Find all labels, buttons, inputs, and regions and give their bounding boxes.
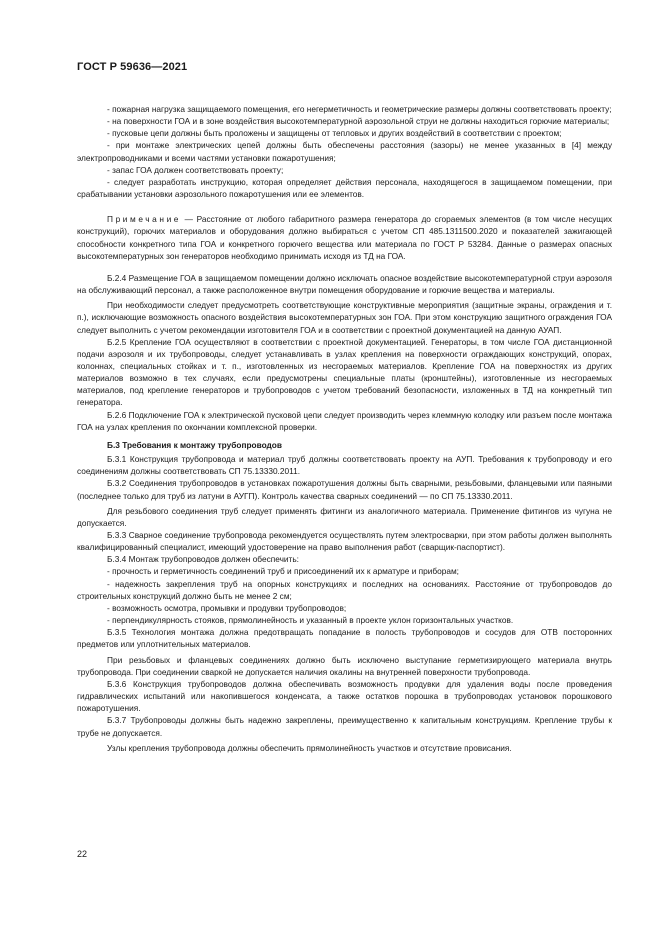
list-item: - прочность и герметичность соединений труб и присоединений их к арматуре и приборам; [107, 566, 459, 577]
paragraph: При необходимости следует предусмотреть соответствующие конструктивные мероприятия (защитные экраны, ограждения и т. п.), исключающие возможность опасного воздействия высокотемпературных зон ГОА. При этом конструкцию защитного ограждения ГОА следует выполнить с учетом рекомендации изготовителя ГОА и в соответствии с проектной документацией на данную АУАП. [77, 300, 612, 335]
list-item: - пожарная нагрузка защищаемого помещения, его негерметичность и геометрические размеры должны соответствовать проекту; [107, 104, 612, 114]
paragraph-b36: Б.3.6 Конструкция трубопроводов должна обеспечивать возможность продувки для удаления воды после проведения гидравлических испытаний или накопившегося конденсата, а также остатков порошка в трубопроводах установок порошкового пожаротушения. [77, 678, 612, 714]
document-code-header: ГОСТ Р 59636—2021 [77, 61, 188, 73]
page-number: 22 [77, 849, 88, 859]
list-item: - надежность закрепления труб на опорных конструкциях и последних на основаниях. Расстояние от трубопроводов до строительных конструкций должно быть не менее 2 см; [77, 578, 612, 601]
section-title-b3: Б.3 Требования к монтажу трубопроводов [107, 439, 282, 450]
paragraph: Узлы крепления трубопровода должны обеспечить прямолинейность участков и отсутствие провисания. [107, 742, 512, 753]
note-paragraph [77, 213, 612, 262]
paragraph-b33: Б.3.3 Сварное соединение трубопровода рекомендуется осуществлять путем электросварки, при этом работы должен выполнять квалифицированный специалист, имеющий удостоверение на право выполнения работ (сварщик-паспортист). [77, 530, 612, 553]
paragraph-b32: Б.3.2 Соединения трубопроводов в установках пожаротушения должны быть сварными, резьбовыми, фланцевыми или паяными (последнее только для труб из латуни в АУГП). Контроль качества сварных соединений — по СП 75.13330.2011. [77, 478, 612, 501]
paragraph-b31: Б.3.1 Конструкция трубопровода и материал труб должны соответствовать проекту на АУП. Требования к трубопроводу и его соединениям должны соответствовать СП 75.13330.2011. [77, 454, 612, 477]
paragraph-b35: Б.3.5 Технология монтажа должна предотвращать попадание в полость трубопроводов и сосудов для ОТВ посторонних предметов или уплотнительных материалов. [77, 627, 612, 650]
document-body [77, 103, 612, 754]
list-item: - следует разработать инструкцию, которая определяет действия персонала, находящегося в защищаемом помещении, при срабатывании установки аэрозольного пожаротушения или ее элементов. [77, 176, 612, 200]
paragraph-b24: Б.2.4 Размещение ГОА в защищаемом помещении должно исключать опасное воздействие высокотемпературной струи аэрозоля на обслуживающий персонал, а также расположенное внутри помещения оборудование и горючие вещества и материалы. [77, 272, 612, 296]
list-item: - при монтаже электрических цепей должны быть обеспечены расстояния (зазоры) не менее указанных в [4] между электропроводниками и всеми частями установки пожаротушения; [77, 140, 612, 163]
list-item: - на поверхности ГОА и в зоне воздействия высокотемпературной аэрозольной струи не должны находиться горючие материалы; [107, 116, 610, 127]
note-text: — Расстояние от любого габаритного размера генератора до сгораемых элементов (в том числе несущих конструкций), горючих материалов и оборудования должно выбираться с учетом СП 485.1311500.2020 и показателей зажигающей способности конкретного типа ГОА и конкретного горючего вещества или материала по ГОСТ Р 53284. Данные о размерах опасных высокотемпературных зон генераторов необходимо принимать исходя из ТД на ГОА. [77, 214, 612, 261]
paragraph-b37: Б.3.7 Трубопроводы должны быть надежно закреплены, преимущественно к капитальным конструкциям. Крепление трубы к трубе не допускается. [77, 715, 612, 738]
list-item: - перпендикулярность стояков, прямолинейность и указанный в проекте уклон горизонтальных участков. [107, 615, 514, 626]
paragraph: При резьбовых и фланцевых соединениях должно быть исключено выступание герметизирующего материала внутрь трубопровода. При соединении сваркой не допускается наличия окалины на внутренней поверхности трубопровода. [77, 654, 612, 677]
paragraph-b25: Б.2.5 Крепление ГОА осуществляют в соответствии с проектной документацией. Генераторы, в том числе ГОА дистанционной подачи аэрозоля и их трубопроводы, следует устанавливать в узлах крепления на поверхности ограждающих конструкций, опорах, колоннах, специальных стойках и т. п., изготовленных из несгораемых материалов. Крепление ГОА на поверхностях из других материалов возможно в тех случаях, если предусмотрены специальные платы (кронштейны), изготовленные из несгораемых материалов, под крепление генераторов и трубопроводов с учетом требований безопасности, изложенных в ТД на конкретный тип генератора. [77, 336, 612, 408]
paragraph-b34: Б.3.4 Монтаж трубопроводов должен обеспечить: [107, 554, 299, 565]
list-item: - запас ГОА должен соответствовать проекту; [107, 164, 284, 175]
paragraph-b26: Б.2.6 Подключение ГОА к электрической пусковой цепи следует производить через клеммную колодку или разъем после монтажа ГОА на узлах крепления по окончании комплексной проверки. [77, 409, 612, 432]
paragraph: Для резьбового соединения труб следует применять фитинги из аналогичного материала. Применение фитингов из чугуна не допускается. [77, 505, 612, 528]
list-item: - пусковые цепи должны быть проложены и защищены от тепловых и других воздействий в соответствии с проектом; [107, 128, 562, 139]
list-item: - возможность осмотра, промывки и продувки трубопроводов; [107, 602, 347, 613]
note-label: Примечание [107, 214, 182, 225]
